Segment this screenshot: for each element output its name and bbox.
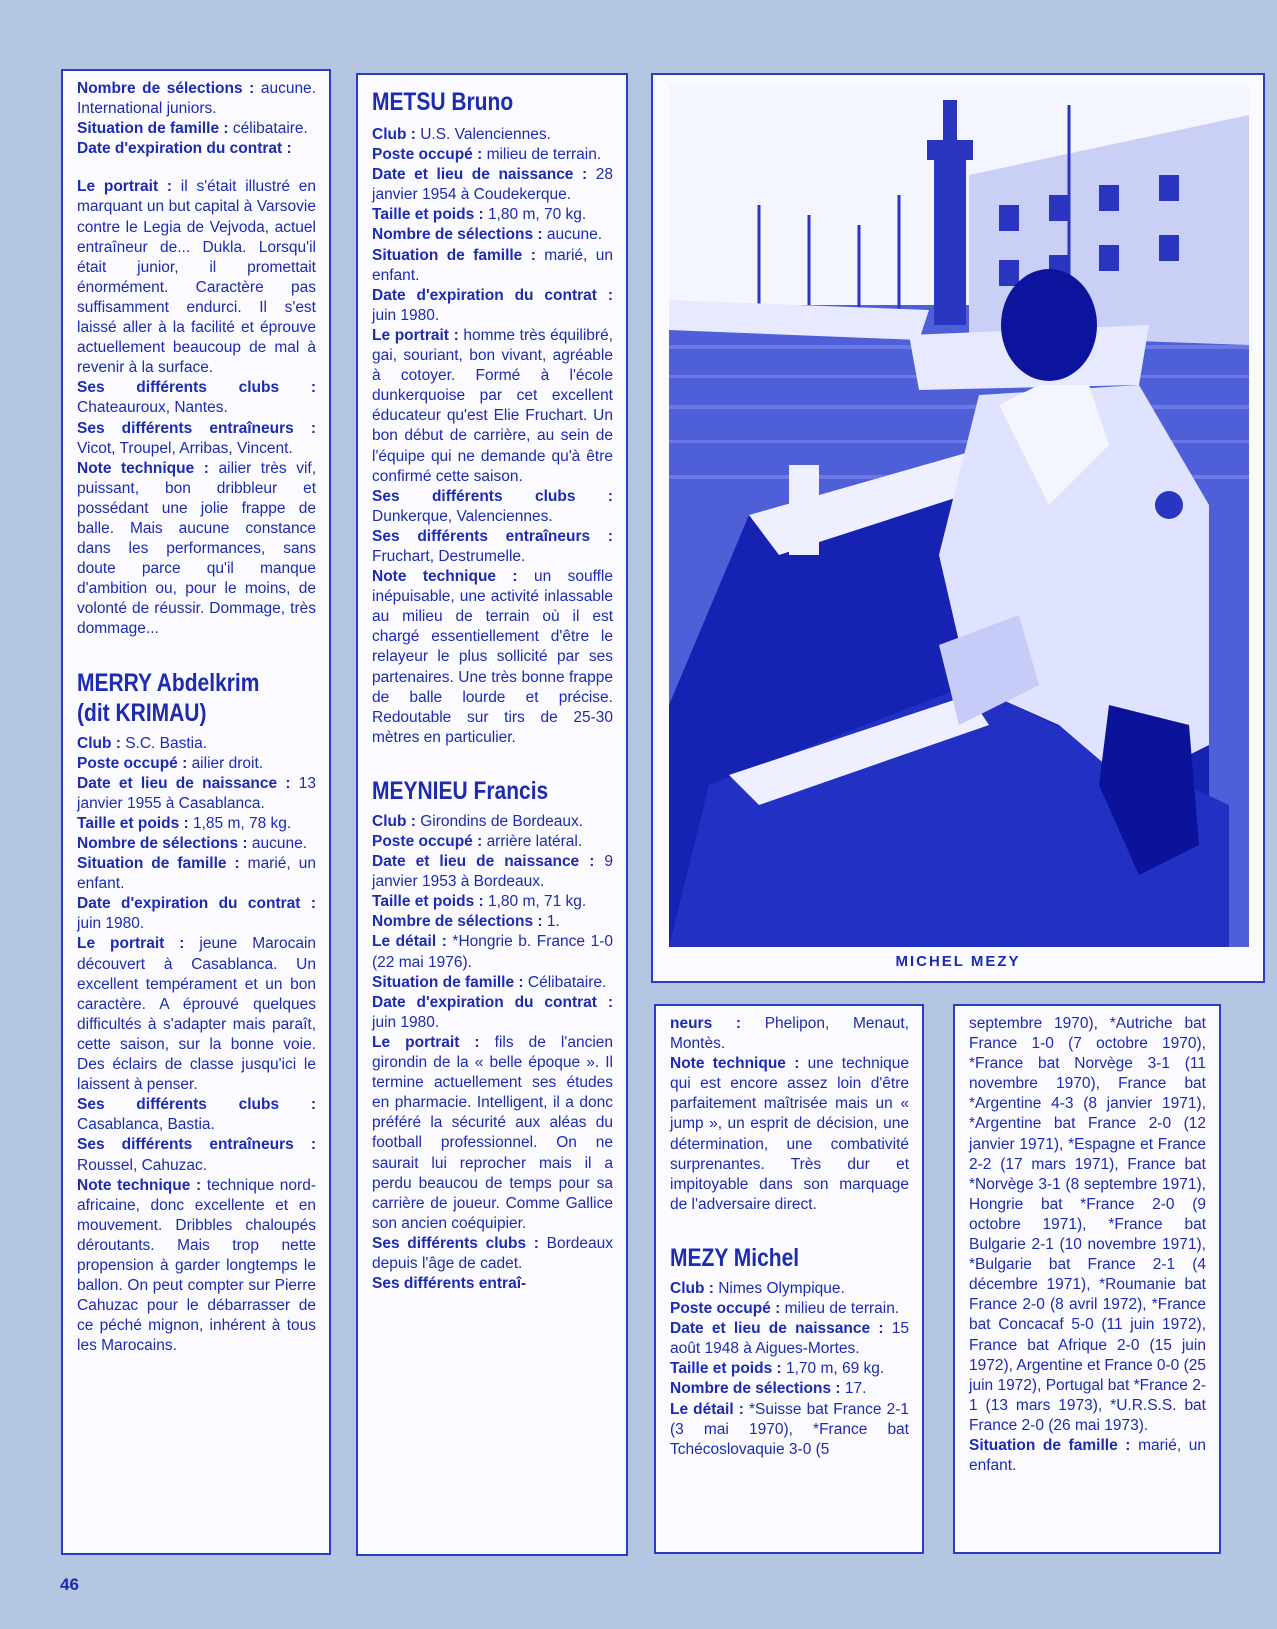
field-naissance: Date et lieu de naissance : 28 janvier 1954 à Coudekerque. [372,166,613,204]
field-naissance: Date et lieu de naissance : 15 août 1948 à Aigues-Mortes. [670,1320,909,1358]
field-club: Club : S.C. Bastia. [77,734,208,752]
field-selections: Nombre de sélections : 1. [372,913,560,931]
field-famille: Situation de famille : célibataire. [77,120,308,138]
field-club: Club : Nimes Olympique. [670,1279,845,1297]
field-taille-poids: Taille et poids : 1,70 m, 69 kg. [670,1360,885,1378]
field-selections: Nombre de sélections : aucune. International juniors. [77,80,316,118]
photo-frame [651,73,1265,983]
field-portrait: Le portrait : fils de l'ancien girondin de la « belle époque ». Il termine actuellement ses études en pharmacie. Intelligent, il a donc préféré la sécurité aux aléas du football professionnel. On ne saurait lui reprocher mais il a perdu beaucou de temps pour sa carrière de joueur. Comme Gallice son ancien coéquipier. [372,1033,614,1232]
field-entraineurs: Ses différents entraî- [372,1275,527,1293]
field-note-technique: Note technique : une technique qui est encore assez loin d'être parfaitement maîtrisée mais un « jump », un esprit de décision, une détermination, une combativité surprenantes. Très dur et impitoyable dans son marquage de l'adversaire direct. [670,1055,909,1213]
field-naissance: Date et lieu de naissance : 9 janvier 1953 à Bordeaux. [372,853,613,891]
field-famille: Situation de famille : marié, un enfant. [372,246,613,284]
field-detail: Le détail : *Suisse bat France 2-1 (3 mai 1970), *France bat Tchécoslovaquie 3-0 (5 [670,1400,910,1458]
field-contrat: Date d'expiration du contrat : juin 1980. [77,895,316,933]
field-selections: Nombre de sélections : aucune. [372,226,603,244]
column-4-box [953,1004,1221,1554]
field-club: Club : Girondins de Bordeaux. [372,812,584,830]
field-naissance: Date et lieu de naissance : 13 janvier 1955 à Casablanca. [77,774,316,812]
page-number: 46 [60,1575,79,1594]
field-clubs: Ses différents clubs : Casablanca, Bastia. [77,1096,316,1134]
field-famille: Situation de famille : marié, un enfant. [969,1436,1206,1475]
field-selections: Nombre de sélections : 17. [670,1380,867,1398]
field-entraineurs: Ses différents entraîneurs : Vicot, Troupel, Arribas, Vincent. [77,419,316,457]
field-detail-continued: septembre 1970), *Autriche bat France 1-0 (7 octobre 1970), *France bat Norvège 3-1 (11 novembre 1970), France bat *Argentine 4-3 (8 janvier 1971), *Argentine bat France 2-0 (12 janvier 1971), *Espagne et France 2-2 (17 mars 1971), France bat *Norvège 3-1 (8 septembre 1971), Hongrie bat *France 2-0 (9 octobre 1971), *France bat Bulgarie 2-1 (10 novembre 1971), *Bulgarie bat France 2-1 (4 décembre 1971), *Roumanie bat France 2-0 (8 avril 1972), *France bat Concacaf 5-0 (11 juin 1972), France bat Afrique 2-0 (15 juin 1972), Argentine et France 0-0 (25 juin 1972), Portugal bat *France 2-1 (13 mars 1973), *U.R.S.S. bat France 2-0 (26 mai 1973). [969,1015,1206,1434]
photo-caption: MICHEL MEZY [895,953,1021,970]
field-famille: Situation de famille : marié, un enfant. [77,855,316,893]
column-3-box [654,1004,924,1554]
field-note-technique: Note technique : technique nord-africaine, donc excellente et en mouvement. Dribbles chaloupés déroutants. Mais trop nette propension à garder longtemps le ballon. On peut compter sur Pierre Cahuzac pour le débarrasser de ce péché mignon, inhérent à tous les Marocains. [77,1176,316,1355]
field-entraineurs: Ses différents entraîneurs : Fruchart, Destrumelle. [372,527,613,565]
field-clubs: Ses différents clubs : Chateauroux, Nantes. [77,379,316,417]
field-selections: Nombre de sélections : aucune. [77,835,308,852]
harbour-photo-illustration [669,85,1249,947]
photo-michel-mezy [669,85,1249,947]
field-poste: Poste occupé : arrière latéral. [372,833,583,850]
field-portrait: Le portrait : jeune Marocain découvert à Casablanca. Un excellent tempérament et un bon caractère. A éprouvé quelques difficultés à s'adapter mais paraît, cette saison, sur la bonne voie. Des éclairs de classe jusqu'ici le laissent à penser. [77,935,317,1094]
field-entraineurs: neurs : Phelipon, Menaut, Montès. [670,1015,910,1053]
player-name-mezy: MEZY Michel [670,1243,800,1272]
player-name-meynieu: MEYNIEU Francis [372,776,549,805]
field-famille: Situation de famille : Célibataire. [372,973,607,991]
field-contrat: Date d'expiration du contrat : [77,140,292,158]
field-taille-poids: Taille et poids : 1,85 m, 78 kg. [77,814,292,832]
field-club: Club : U.S. Valenciennes. [372,126,551,143]
field-contrat: Date d'expiration du contrat : juin 1980. [372,286,613,324]
column-2-box [356,73,628,1556]
field-poste: Poste occupé : milieu de terrain. [670,1300,900,1318]
field-note-technique: Note technique : ailier très vif, puissant, bon dribbleur et possédant une jolie frappe de balle. Mais aucune constance dans les performances, sans doute parce qu'il manque d'ambition ou, pour le moins, de volonté de réussir. Dommage, très dommage... [77,459,316,638]
field-detail: Le détail : *Hongrie b. France 1-0 (22 mai 1976). [372,933,613,971]
field-portrait: Le portrait : homme très équilibré, gai, souriant, bon vivant, agréable à cotoyer. Formé à l'école dunkerquoise par cet excellent éducateur qu'est Elie Fruchart. Un bon début de carrière, au sein de l'équipe qui ne demande qu'à être confirmé cette saison. [372,326,613,485]
field-taille-poids: Taille et poids : 1,80 m, 71 kg. [372,893,587,911]
field-entraineurs: Ses différents entraîneurs : Roussel, Cahuzac. [77,1136,316,1174]
field-taille-poids: Taille et poids : 1,80 m, 70 kg. [372,206,587,224]
field-contrat: Date d'expiration du contrat : juin 1980. [372,993,613,1031]
field-poste: Poste occupé : ailier droit. [77,754,264,772]
field-clubs: Ses différents clubs : Dunkerque, Valenciennes. [372,487,613,525]
field-poste: Poste occupé : milieu de terrain. [372,146,602,164]
field-portrait: Le portrait : il s'était illustré en marquant un but capital à Varsovie contre le Legia de Vejvoda, actuel entraîneur de... Dukla. Lorsqu'il était junior, il promettait énormément. Caractère pas suffisamment endurci. Il s'est laissé aller à la facilité et éprouve actuellement beaucoup de mal à revenir à la surface. [77,178,317,377]
field-clubs: Ses différents clubs : Bordeaux depuis l'âge de cadet. [372,1234,613,1272]
field-note-technique: Note technique : un souffle inépuisable, une activité inlassable au milieu de terrain où il est chargé essentiellement d'être le relayeur le plus sollicité par ses partenaires. Une très bonne frappe de balle lourde et précise. Redoutable sur tirs de 25-30 mètres en particulier. [372,568,614,746]
player-name-merry: MERRY Abdelkrim (dit KRIMAU) [77,668,260,727]
player-name-metsu: METSU Bruno [372,88,514,116]
column-1-box [61,69,331,1555]
